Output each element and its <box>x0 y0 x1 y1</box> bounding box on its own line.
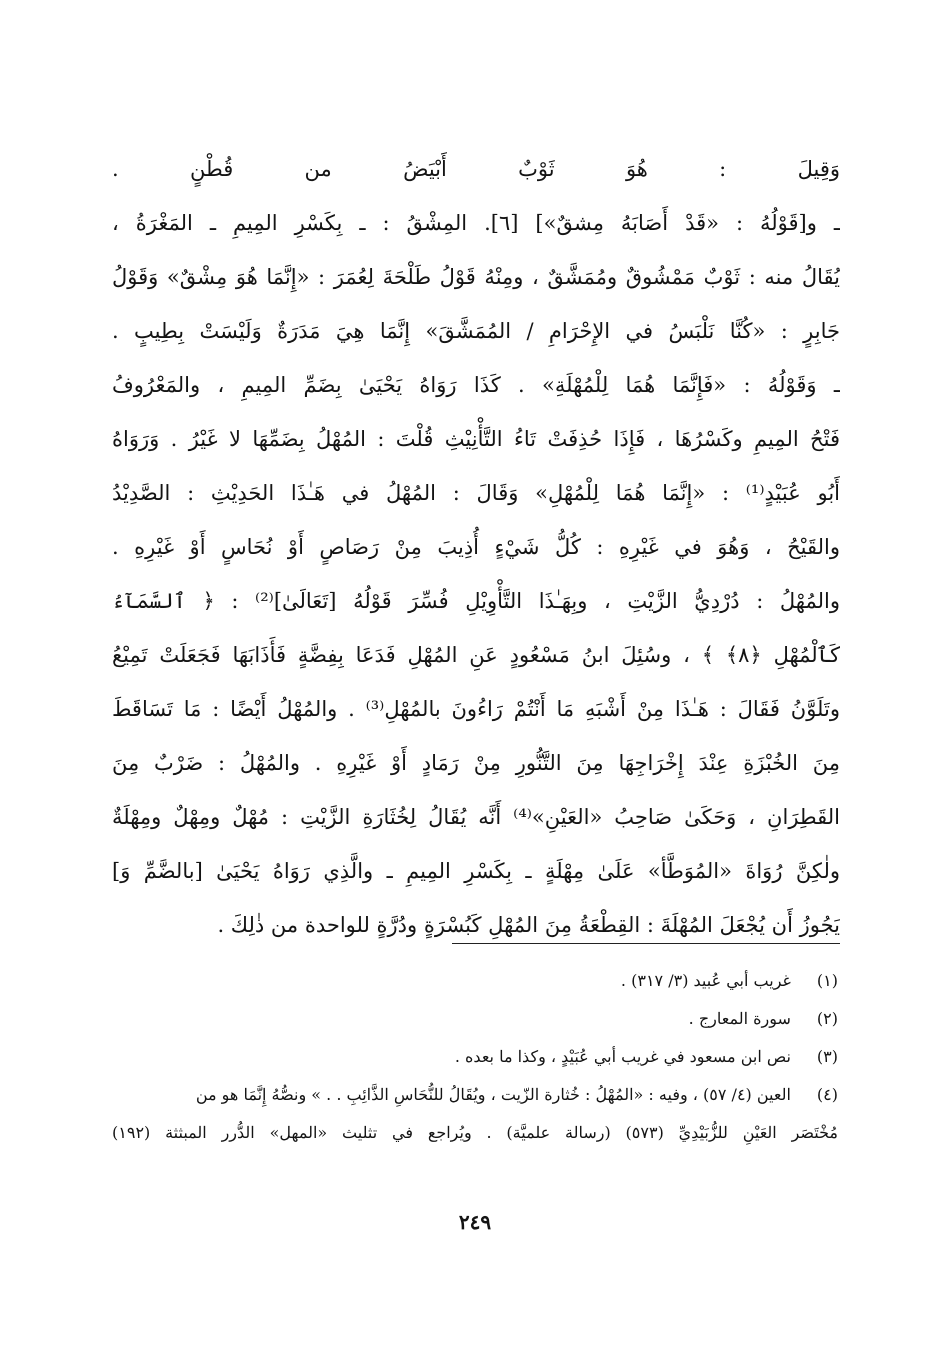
footnote-continuation: مُخْتَصَر العَيْنِ للزُّبَيْدِيِّ (٥٧٣) (رسالة علميَّة) . ويُراجع في تثليث «المهل» الدُّرر المبثثة (١٩٢) <box>112 1123 838 1142</box>
footnote-number: (٤) <box>816 1085 838 1104</box>
text-line: والقَيْحُ ، وَهُوَ في غَيْرِهِ : كُلُّ شَيْءٍ أُذِيبَ مِنْ رَصَاصٍ أَوْ نُحَاسٍ أَوْ غَيْرِهِ . <box>112 535 840 559</box>
text-line: القَطِرَانِ ، وَحَكَىٰ صَاحِبُ «العَيْنِ»⁽⁴⁾ أَنَّه يُقَالُ لِخُثَارَةِ الزَّيْتِ : مُهْلٌ ومِهْلٌ ومِهْلَةٌ <box>112 805 840 829</box>
footnote <box>112 962 838 1000</box>
main-text <box>112 142 840 952</box>
footnote-text: نص ابن مسعود في غريب أبي عُبَيْدٍ ، وكذا ما بعده . <box>454 1047 791 1066</box>
footnote-number: (٢) <box>816 1009 838 1028</box>
text-line: ولٰكِنَّ رُوَاةَ «المُوَطَّأ» عَلَىٰ مِهْلَةٍ ـ بِكَسْرِ المِيمِ ـ والَّذِي رَوَاهُ يَحْيَىٰ [بالضَّمِّ وَ] <box>112 859 840 883</box>
text-line: مِنَ الخُبْزَةِ عِنْدَ إِخْرَاجِهَا مِنَ التَّنُّورِ مِنْ رَمَادٍ أَوْ غَيْرِهِ . والمُهْلُ : ضَرْبٌ مِنَ <box>112 751 840 775</box>
text-line: ـ وَقَوْلُهُ : «فَإِنَّمَا هُمَا لِلْمُهْلَةِ» . كَذَا رَوَاهُ يَحْيَىٰ بِضَمِّ المِيمِ ، والمَعْرُوفُ <box>112 373 840 397</box>
text-line: يُقَالُ منه : ثَوْبٌ مَمْشُوقٌ ومُمَشَّقٌ ، ومِنْهُ قَوْلُ طَلْحَةَ لِعُمَرَ : «إِنَّمَا هُوَ مِشْقٌ» وَقَوْلُ <box>112 265 840 289</box>
text-line: والمُهْلُ : دُرْدِيُّ الزَّيْتِ ، وبِهَـٰذَا التَّأْوِيْلِ فُسِّرَ قَوْلُهُ [تَعَالَىٰ]⁽²⁾ : ﴿ ٱلسَّمَآءُ <box>112 589 840 613</box>
text-line: جَابِرٍ : «كُنَّا نَلْبَسُ في الإِحْرَامِ / المُمَشَّقَ» إِنَّمَا هِيَ مَدَرَةٌ وَلَيْسَتْ بِطِيبٍ . <box>112 319 840 343</box>
text-line: وتَلَوَّنُ فَقَالَ : هَـٰذَا مِنْ أَشْبَهِ مَا أَنْتُمْ رَاءُونَ بالمُهْلِ⁽³⁾ . والمُهْلُ أَيْضًا : مَا تَسَاقَطَ <box>112 697 840 721</box>
footnote-text: غريب أبي عُبيد (٣/ ٣١٧) . <box>620 971 791 990</box>
text-line: أَبُو عُبَيْدٍ⁽¹⁾ : «إِنَّمَا هُمَا لِلْمُهْلِ» وَقَالَ : المُهْلُ في هَـٰذَا الحَدِيْثِ : الصَّدِيْدُ <box>112 481 840 505</box>
text-line: فَتْحُ المِيمِ وكَسْرُهَا ، فَإِذَا حُذِفَتْ تَاءُ التَّأْنِيْثِ قُلْتَ : المُهْلُ بِضَمِّهَا لا غَيْرُ . وَرَوَاهُ <box>112 427 840 451</box>
footnote <box>112 1038 838 1076</box>
footnote-number: (١) <box>816 971 838 990</box>
footnote <box>112 1000 838 1038</box>
text-line: كَٱلْمُهْلِ ﴿٨﴾ ﴾ ، وسُئِلَ ابنُ مَسْعُودٍ عَنِ المُهْلِ فَدَعَا بِفِضَّةٍ فَأَذَابَهَا فَجَعَلَتْ تَمِيْعُ <box>112 643 840 667</box>
page-number: ٢٤٩ <box>458 1210 492 1234</box>
text-line: وَقِيلَ : هُوَ ثَوْبٌ أَبْيَضُ من قُطْنٍ . <box>112 157 840 181</box>
footnote-text: العين (٤/ ٥٧) ، وفيه : «المُهْلُ : خُثارة الزّيت ، ويُقَالُ للنُّحَاسِ الذَّائِبِ . . » ونصُّهُ إِنَّمَا هو من <box>195 1085 791 1104</box>
footnote <box>112 1076 838 1114</box>
footnote-separator <box>452 943 840 944</box>
footnotes <box>112 962 838 1152</box>
text-line: ـ و[قَوْلُهُ : «قَدْ أَصَابَهُ مِشقٌ»] [٦]. المِشْقُ : ـ بِكَسْرِ المِيمِ ـ المَغْرَةُ ، <box>112 211 840 235</box>
footnote-text: سورة المعارج . <box>688 1009 791 1028</box>
footnote-number: (٣) <box>816 1047 838 1066</box>
text-line: يَجُوزُ أَن يُجْعَلَ المُهْلَةَ : القِطْعَةُ مِنَ المُهْلِ كَبُسْرَةٍ ودُرَّةٍ للواحدة من ذٰلِكَ . <box>217 913 840 937</box>
